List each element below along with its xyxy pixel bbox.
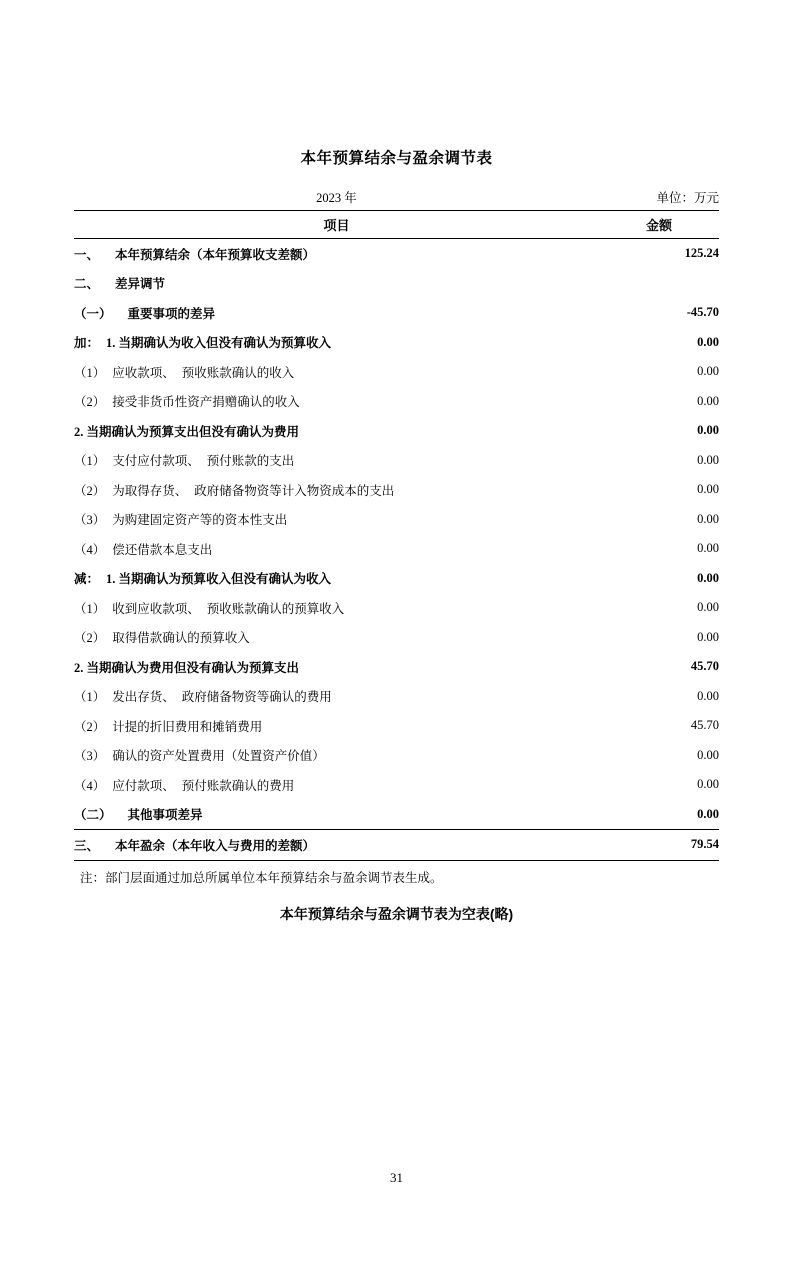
row-label: （2） 计提的折旧费用和摊销费用 bbox=[74, 719, 263, 734]
table-row bbox=[74, 298, 719, 328]
table-row bbox=[74, 711, 719, 741]
row-amount: 0.00 bbox=[697, 747, 719, 762]
table-row bbox=[74, 652, 719, 682]
row-label: （2） 接受非货币性资产捐赠确认的收入 bbox=[74, 395, 300, 410]
row-label: （3） 确认的资产处置费用（处置资产价值） bbox=[74, 749, 325, 764]
row-amount: 0.00 bbox=[697, 541, 719, 556]
row-amount: -45.70 bbox=[686, 305, 719, 320]
row-amount: 45.70 bbox=[690, 718, 719, 733]
table-row bbox=[74, 741, 719, 771]
row-amount: 45.70 bbox=[690, 659, 719, 674]
table-row bbox=[74, 593, 719, 623]
row-amount: 0.00 bbox=[697, 688, 719, 703]
row-label: （一） 重要事项的差异 bbox=[74, 306, 216, 321]
row-amount: 79.54 bbox=[599, 830, 719, 861]
column-header-amount: 金额 bbox=[599, 211, 719, 239]
row-label: 三、 本年盈余（本年收入与费用的差额） bbox=[74, 830, 599, 861]
table-year: 2023 年 bbox=[316, 191, 357, 205]
row-label: 一、 本年预算结余（本年预算收支差额） bbox=[74, 247, 316, 262]
row-amount: 0.00 bbox=[697, 393, 719, 408]
row-amount: 0.00 bbox=[697, 334, 719, 349]
row-amount: 125.24 bbox=[684, 246, 719, 261]
table-row bbox=[74, 800, 719, 830]
table-row bbox=[74, 416, 719, 446]
table-row bbox=[74, 564, 719, 594]
table-note: 注：部门层面通过加总所属单位本年预算结余与盈余调节表生成。 bbox=[80, 870, 443, 885]
row-label: （4） 应付款项、 预付账款确认的费用 bbox=[74, 778, 295, 793]
table-row bbox=[74, 387, 719, 417]
row-label: （2） 取得借款确认的预算收入 bbox=[74, 631, 250, 646]
table-row bbox=[74, 328, 719, 358]
row-label: （4） 偿还借款本息支出 bbox=[74, 542, 213, 557]
row-amount: 0.00 bbox=[697, 482, 719, 497]
table-row bbox=[74, 623, 719, 653]
row-label: （1） 发出存货、 政府储备物资等确认的费用 bbox=[74, 690, 332, 705]
row-amount: 0.00 bbox=[697, 452, 719, 467]
document-page bbox=[0, 146, 793, 1268]
row-amount: 0.00 bbox=[697, 806, 719, 821]
table-row bbox=[74, 269, 719, 299]
table-row bbox=[74, 830, 719, 861]
table-row bbox=[74, 357, 719, 387]
table-row bbox=[74, 682, 719, 712]
page-number: 31 bbox=[390, 1170, 403, 1185]
row-label: 减： 1. 当期确认为预算收入但没有确认为收入 bbox=[74, 572, 332, 587]
row-amount: 0.00 bbox=[697, 570, 719, 585]
empty-table-notice: 本年预算结余与盈余调节表为空表(略) bbox=[279, 905, 514, 922]
table-row bbox=[74, 446, 719, 476]
row-amount: 0.00 bbox=[697, 600, 719, 615]
row-label: （3） 为购建固定资产等的资本性支出 bbox=[74, 513, 288, 528]
column-header-item: 项目 bbox=[74, 211, 599, 239]
row-amount: 0.00 bbox=[697, 364, 719, 379]
row-amount: 0.00 bbox=[697, 511, 719, 526]
table-body bbox=[74, 239, 719, 861]
row-label: 二、 差异调节 bbox=[74, 277, 166, 292]
row-amount: 0.00 bbox=[697, 629, 719, 644]
table-row bbox=[74, 239, 719, 269]
table-subheader-row bbox=[74, 184, 719, 211]
row-label: （1） 应收款项、 预收账款确认的收入 bbox=[74, 365, 295, 380]
table-row bbox=[74, 534, 719, 564]
row-label: （1） 支付应付款项、 预付账款的支出 bbox=[74, 454, 295, 469]
row-label: 2. 当期确认为预算支出但没有确认为费用 bbox=[74, 424, 300, 439]
row-label: （二） 其他事项差异 bbox=[74, 808, 203, 823]
row-amount bbox=[599, 269, 719, 299]
row-amount: 0.00 bbox=[697, 423, 719, 438]
row-amount: 0.00 bbox=[697, 777, 719, 792]
table-column-header-row bbox=[74, 211, 719, 239]
row-label: （1） 收到应收款项、 预收账款确认的预算收入 bbox=[74, 601, 345, 616]
row-label: 2. 当期确认为费用但没有确认为预算支出 bbox=[74, 660, 300, 675]
budget-reconciliation-table bbox=[74, 184, 719, 861]
table-row bbox=[74, 475, 719, 505]
row-label: 加： 1. 当期确认为收入但没有确认为预算收入 bbox=[74, 336, 332, 351]
page-title: 本年预算结余与盈余调节表 bbox=[300, 150, 493, 167]
table-row bbox=[74, 505, 719, 535]
row-label: （2） 为取得存货、 政府储备物资等计入物资成本的支出 bbox=[74, 483, 395, 498]
table-row bbox=[74, 770, 719, 800]
table-unit: 单位：万元 bbox=[656, 191, 719, 205]
